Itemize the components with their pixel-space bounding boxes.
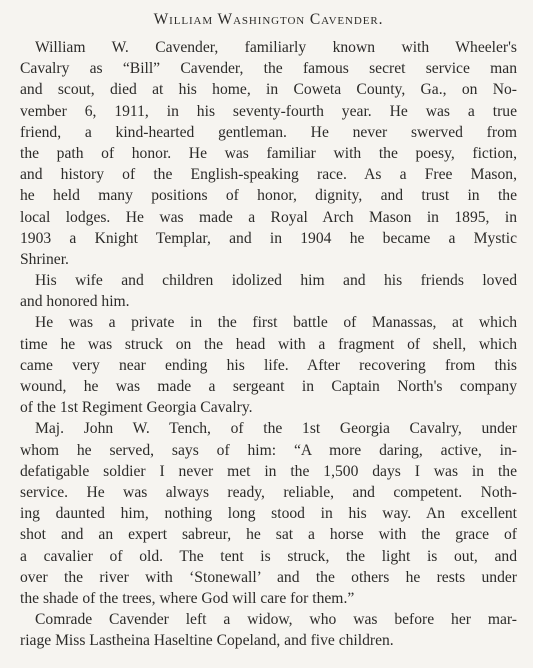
text-line: a cavalier of old. The tent is struck, the light is out, and: [20, 547, 517, 565]
paragraph-military-service: [20, 312, 517, 418]
text-line: vember 6, 1911, in his seventy-fourth year. He was a true: [20, 102, 517, 120]
paragraph-tench-quote: [20, 418, 517, 609]
text-line: the shade of the trees, where God will care for them.”: [20, 589, 355, 607]
text-line: and honored him.: [20, 293, 130, 311]
text-line: came very near ending his life. After recovering from this: [20, 356, 517, 374]
text-line: riage Miss Lastheina Haseltine Copeland, and five children.: [20, 632, 394, 650]
text-line: over the river with ‘Stonewall’ and the others he rests under: [20, 568, 517, 586]
text-line: defatigable soldier I never met in the 1,500 days I was in the: [20, 462, 517, 480]
text-line: time he was struck on the head with a fragment of shell, which: [20, 335, 517, 353]
text-line: 1903 a Knight Templar, and in 1904 he became a Mystic: [20, 229, 517, 247]
paragraph-family: [20, 270, 517, 312]
paragraph-biography: [20, 37, 517, 270]
text-line: wound, he was made a sergeant in Captain North's company: [20, 378, 517, 395]
text-line: of the 1st Regiment Georgia Cavalry.: [20, 399, 253, 417]
text-line: service. He was always ready, reliable, and competent. Noth-: [20, 483, 517, 501]
text-line: shot and an expert sabreur, he sat a horse with the grace of: [20, 526, 517, 544]
text-line: Cavalry as “Bill” Cavender, the famous secret service man: [20, 60, 517, 78]
text-line: Shriner.: [20, 250, 69, 268]
text-line: and scout, died at his home, in Coweta County, Ga., on No-: [20, 81, 517, 99]
text-line: local lodges. He was made a Royal Arch Mason in 1895, in: [20, 208, 517, 226]
text-line: Comrade Cavender left a widow, who was before her mar-: [35, 611, 517, 629]
text-line: William W. Cavender, familiarly known with Wheeler's: [35, 39, 517, 56]
text-line: ing daunted him, nothing long stood in his way. An excellent: [20, 505, 517, 523]
text-line: he held many positions of honor, dignity, and trust in the: [20, 187, 517, 205]
text-line: Maj. John W. Tench, of the 1st Georgia Cavalry, under: [35, 420, 517, 438]
text-line: whom he served, says of him: “A more daring, active, in-: [20, 441, 517, 459]
article-title: William Washington Cavender.: [153, 11, 384, 28]
text-line: His wife and children idolized him and his friends loved: [35, 272, 517, 290]
paragraph-survivors: [20, 609, 517, 651]
text-line: He was a private in the first battle of Manassas, at which: [35, 314, 517, 332]
text-line: the path of honor. He was familiar with the poesy, fiction,: [20, 144, 517, 162]
text-line: friend, a kind-hearted gentleman. He never swerved from: [20, 123, 517, 141]
text-line: and history of the English-speaking race. As a Free Mason,: [20, 166, 517, 184]
